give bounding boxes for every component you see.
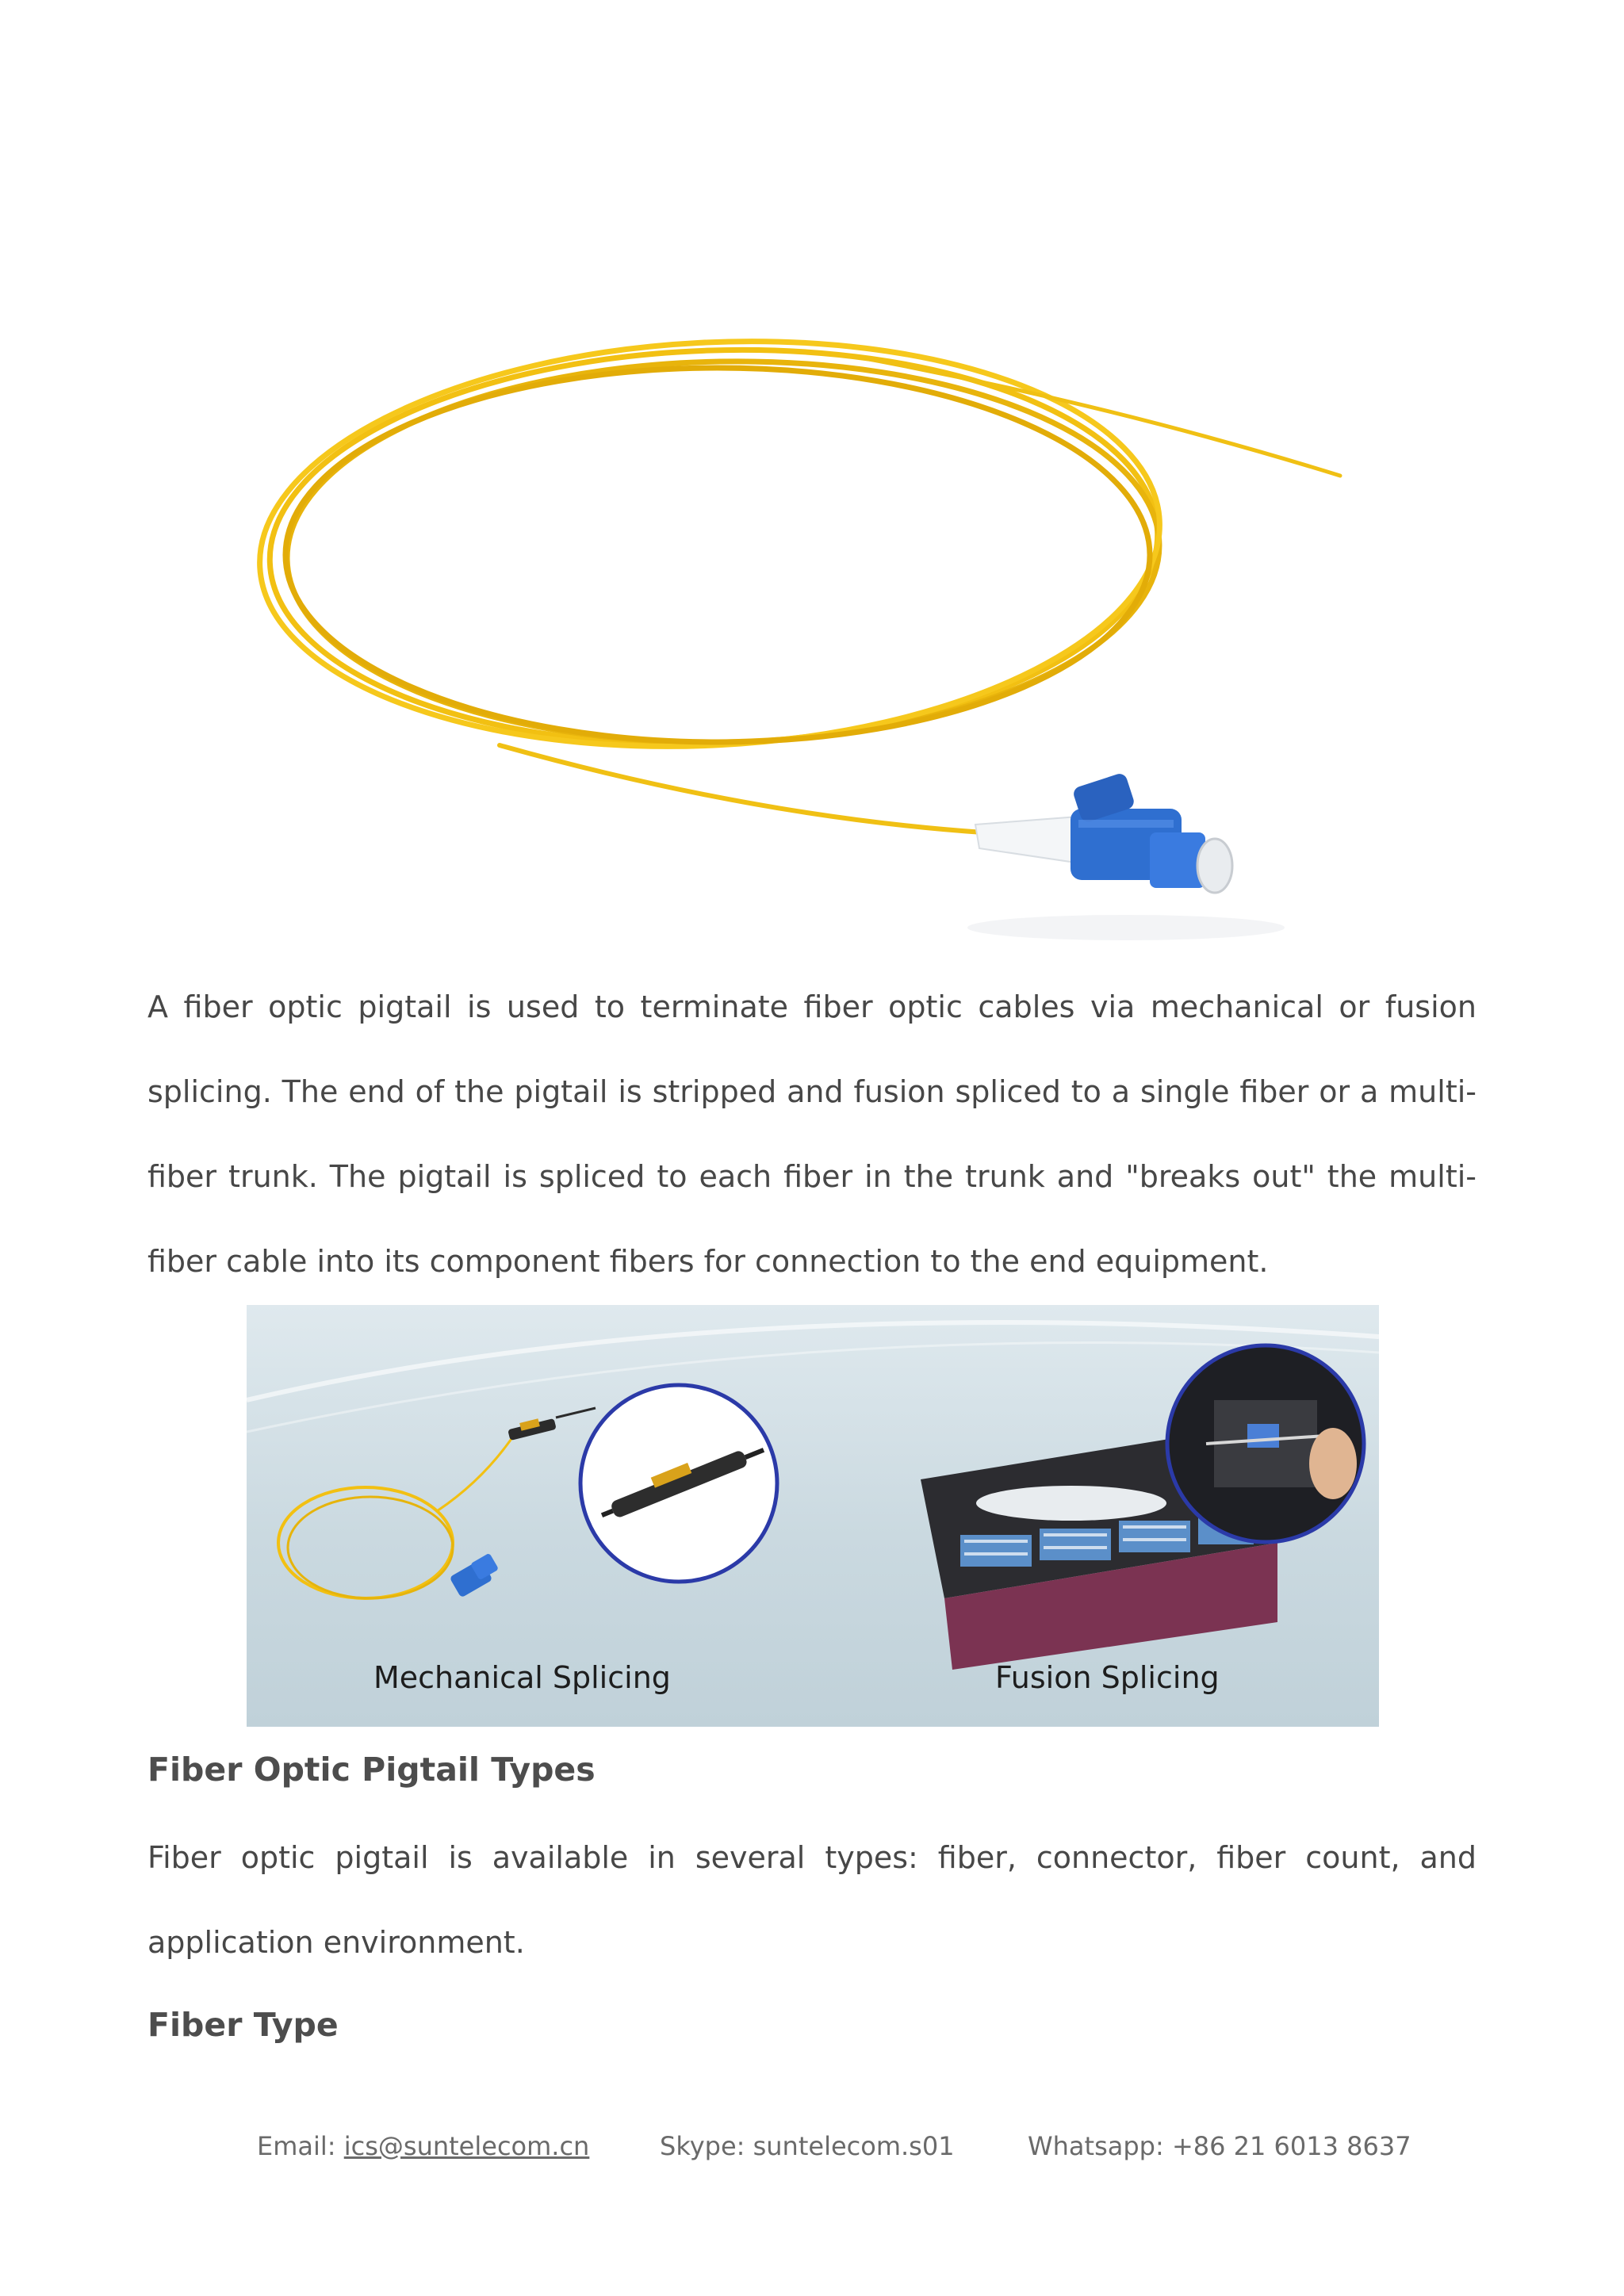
footer-skype: Skype: suntelecom.s01 (660, 2131, 955, 2161)
fusion-splice-illustration (921, 1345, 1364, 1670)
email-link[interactable]: ics@suntelecom.cn (343, 2131, 590, 2161)
mechanical-splicing-caption: Mechanical Splicing (373, 1660, 671, 1695)
fusion-splicing-caption: Fusion Splicing (995, 1660, 1220, 1695)
section-heading: Fiber Optic Pigtail Types (147, 1751, 596, 1789)
footer (0, 2131, 1624, 2171)
types-paragraph: Fiber optic pigtail is available in several types: fiber, connector, fiber count, and application environment. (147, 1840, 1477, 1960)
pigtail-product-image (238, 309, 1388, 959)
footer-email (257, 2131, 589, 2161)
splicing-figure (247, 1305, 1379, 1727)
mechanical-splice-illustration (278, 1385, 777, 1598)
fiber-type-heading: Fiber Type (147, 2006, 339, 2044)
intro-paragraph: A fiber optic pigtail is used to terminate fiber optic cables via mechanical or fusion splicing. The end of the pigtail is stripped and fusion spliced to a single fiber or a multi-fiber trunk. The pigtail is spliced to each fiber in the trunk and "breaks out" the multi-fiber cable into its component fibers for connection to the end equipment. (147, 989, 1477, 1279)
footer-whatsapp: Whatsapp: +86 21 6013 8637 (1028, 2131, 1411, 2161)
footer-email-label: Email: (257, 2131, 344, 2161)
